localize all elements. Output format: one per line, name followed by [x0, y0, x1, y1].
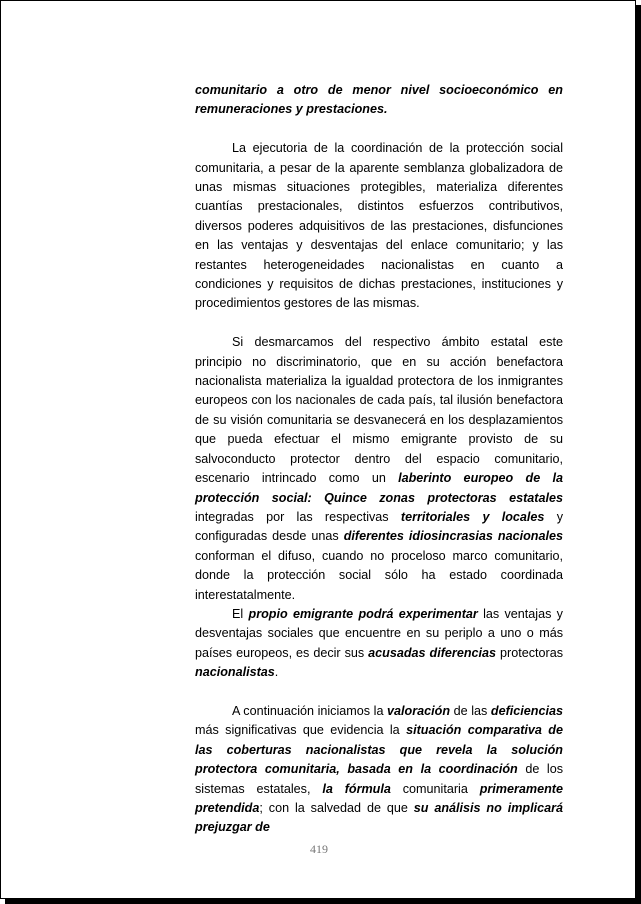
body-text-run: y configuradas desde unas [195, 509, 563, 544]
body-text-run: Si desmarcamos del respectivo ámbito estatal este principio no discriminatorio, que en su acción benefactora nacionalista materializa la igualdad protectora de los inmigrantes europeos con los nacionales de cada país, tal ilusión benefactora de su visión comunitaria se desvanecerá en los desplazamientos que pueda efectuar el mismo emigrante provisto de su salvoconducto protector dentro del espacio comunitario, escenario intrincado como un [195, 335, 563, 486]
paragraph [195, 139, 563, 314]
body-text-run: La ejecutoria de la coordinación de la protección social comunitaria, a pesar de la aparente semblanza globalizadora de unas mismas situaciones protegibles, materializa diferentes cuantías prestacionales, distintos esfuerzos contributivos, diversos poderes adquisitivos de las prestaciones, disfunciones en las ventajas y desventajas del enlace comunitario; y las restantes heterogeneidades nacionalistas en cuanto a condiciones y requisitos de dichas prestaciones, instituciones y procedimientos gestores de las mismas. [195, 141, 563, 311]
body-text-run: más significativas que evidencia la [195, 723, 407, 738]
emphasis-text: propio emigrante podrá experimentar [248, 606, 478, 621]
body-text-run: de los sistemas estatales, [195, 762, 563, 796]
body-text-run: A continuación iniciamos la [232, 703, 388, 718]
body-text-run: de las [450, 703, 491, 718]
body-text-run: conforman el difuso, cuando no proceloso marco comunitario, donde la protección social sólo ha estado coordinada interestatalmente. [195, 548, 563, 602]
body-text [195, 81, 563, 838]
emphasis-text: situación comparativa de las coberturas nacionalistas que revela la solución protectora comunitaria, basada en la coordinación [195, 723, 563, 777]
page-shadow-bottom [5, 899, 641, 904]
emphasis-text: diferentes idiosincrasias nacionales [343, 529, 563, 544]
body-text-run: protectoras [496, 645, 563, 660]
emphasis-text: nacionalistas [195, 665, 275, 680]
emphasis-text: acusadas diferencias [368, 645, 497, 660]
body-text-run: . [274, 665, 279, 680]
emphasis-text: valoración [387, 703, 451, 718]
body-text-run: comunitaria [390, 781, 480, 796]
emphasis-text: su análisis no implicará prejuzgar de [195, 800, 563, 835]
emphasis-text: laberinto europeo de la protección social: Quince zonas protectoras estatales [195, 471, 563, 505]
paragraph [195, 81, 563, 120]
emphasis-text: la fórmula [322, 781, 391, 796]
paragraph [195, 605, 563, 683]
emphasis-text: comunitario a otro de menor nivel socioeconómico en remuneraciones y prestaciones. [195, 83, 563, 117]
page-shadow-right [636, 5, 641, 904]
body-text-run: las ventajas y desventajas sociales que encuentre en su periplo a uno o más países europeos, es decir sus [195, 606, 563, 660]
page-number: 419 [310, 842, 328, 856]
body-text-run: ; con la salvedad de que [259, 800, 414, 815]
body-text-run: El [232, 606, 249, 621]
emphasis-text: territoriales y locales [400, 509, 545, 524]
paragraph [195, 702, 563, 838]
body-text-run: integradas por las respectivas [195, 509, 401, 524]
paragraph [195, 333, 563, 605]
emphasis-text: primeramente pretendida [195, 781, 563, 815]
emphasis-text: deficiencias [490, 703, 563, 718]
